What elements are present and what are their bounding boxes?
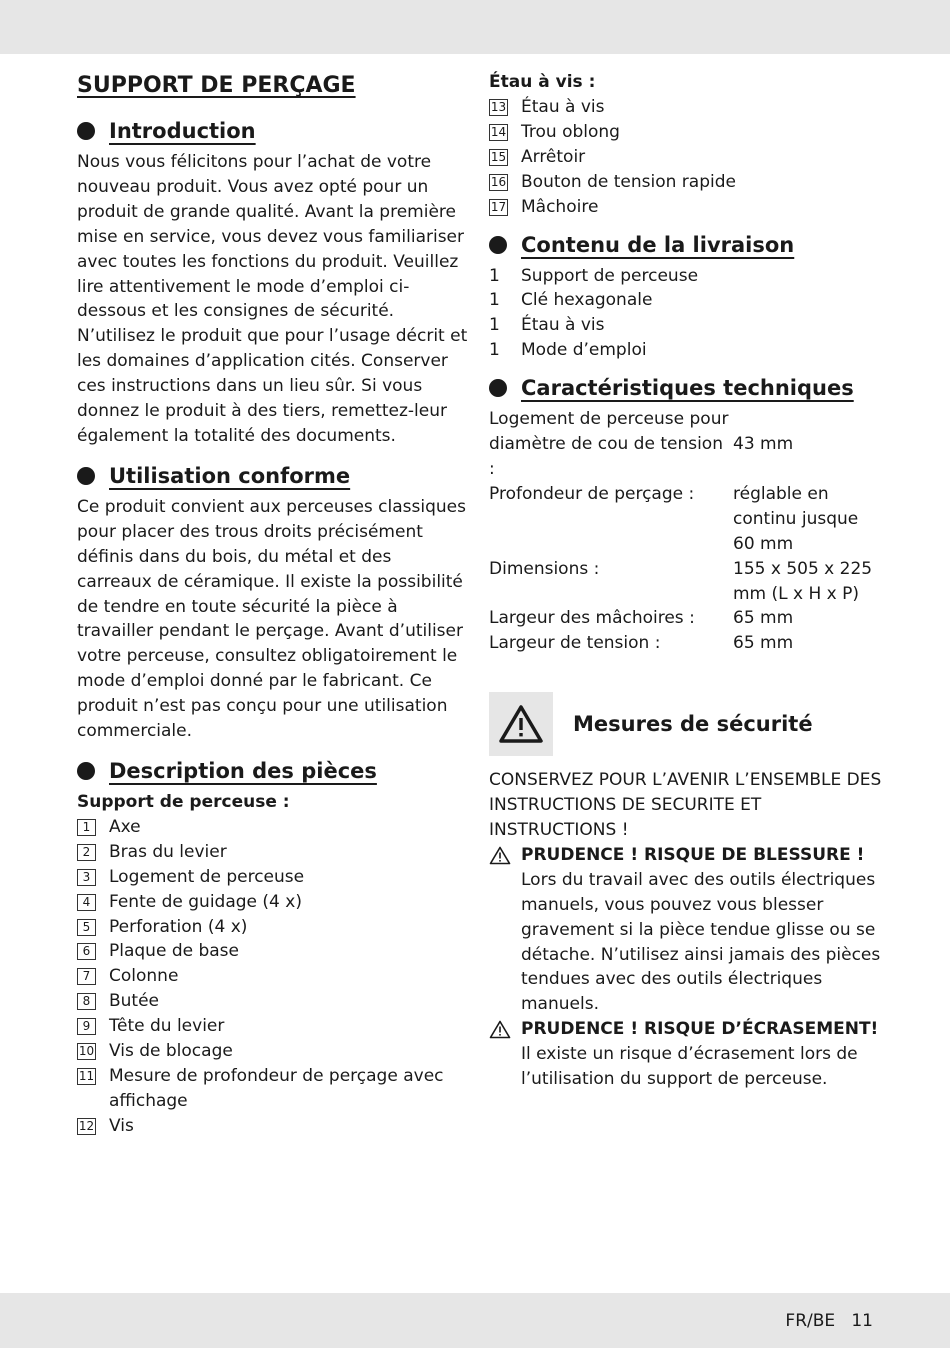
part-label: Colonne (109, 966, 179, 987)
section-title: Description des pièces (109, 758, 377, 783)
item-label: Étau à vis (521, 315, 605, 336)
page-number: FR/BE 11 (785, 1311, 873, 1331)
table-row (489, 407, 883, 482)
quantity: 1 (489, 315, 500, 336)
part-number: 16 (490, 174, 507, 189)
table-row (489, 606, 883, 631)
list-item (489, 313, 889, 338)
list-item (489, 288, 889, 313)
section-heading-introduction (77, 112, 469, 150)
support-parts-list (77, 815, 469, 1139)
part-number: 2 (77, 844, 96, 861)
caution-block (489, 843, 889, 1017)
part-label: Étau à vis (521, 97, 605, 117)
warning-triangle-icon (489, 692, 553, 756)
list-item (77, 1014, 469, 1039)
part-number: 1 (77, 819, 96, 836)
safety-title: Mesures de sécurité (573, 712, 813, 737)
part-number: 9 (77, 1018, 96, 1035)
part-label: Tête du levier (109, 1016, 225, 1037)
list-item (77, 890, 469, 915)
vise-parts-list (489, 95, 889, 220)
list-item (489, 120, 889, 145)
item-label: Support de perceuse (521, 265, 699, 286)
item-label: Mode d’emploi (521, 340, 647, 361)
list-item (77, 840, 469, 865)
keep-instructions-text: CONSERVEZ POUR L’AVENIR L’ENSEMBLE DES INSTRUCTIONS DE SECURITE ET INSTRUCTIONS ! (489, 770, 882, 841)
top-band (0, 0, 950, 54)
list-item (77, 815, 469, 840)
spec-label: Logement de perceuse pour diamètre de cou de tension : (489, 409, 729, 479)
spec-value: réglable en continu jusque 60 mm (733, 483, 859, 554)
spec-label: Dimensions : (489, 558, 600, 579)
warning-triangle-icon (489, 843, 521, 1017)
part-label: Arrêtoir (521, 146, 586, 167)
table-row (489, 557, 883, 607)
list-item (489, 145, 889, 170)
list-item (77, 865, 469, 890)
part-label: Logement de perceuse (109, 866, 305, 887)
part-label: Bouton de tension rapide (521, 171, 736, 192)
part-number: 10 (78, 1044, 95, 1059)
part-label: Perforation (4 x) (109, 916, 248, 937)
part-number: 6 (77, 943, 96, 960)
spec-value: 65 mm (733, 608, 794, 629)
part-number: 15 (490, 149, 507, 164)
bullet-icon (489, 379, 507, 397)
item-label: Clé hexagonale (521, 290, 653, 311)
part-label: Axe (109, 816, 141, 837)
part-number: 7 (77, 968, 96, 985)
list-item (489, 195, 889, 220)
part-label: Butée (109, 991, 160, 1012)
part-number: 14 (490, 124, 507, 139)
bullet-icon (489, 236, 507, 254)
table-row (489, 482, 883, 557)
support-heading: Support de perceuse : (77, 791, 290, 812)
bullet-icon (77, 122, 95, 140)
part-label: Mesure de profondeur de perçage avec affichage (109, 1066, 444, 1111)
section-title: Contenu de la livraison (521, 232, 795, 257)
right-column (489, 70, 889, 1092)
list-item (77, 939, 469, 964)
caution-text: Il existe un risque d’écrasement lors de l’utilisation du support de perceuse. (521, 1044, 858, 1090)
quantity: 1 (489, 265, 500, 286)
spec-value: 155 x 505 x 225 mm (L x H x P) (733, 558, 873, 604)
part-label: Trou oblong (521, 121, 620, 142)
page-title: SUPPORT DE PERÇAGE (77, 73, 356, 98)
spec-label: Largeur des mâchoires : (489, 608, 695, 629)
part-label: Vis (109, 1115, 134, 1136)
caution-block (489, 1017, 889, 1092)
list-item (77, 989, 469, 1014)
part-label: Fente de guidage (4 x) (109, 891, 302, 912)
part-number: 5 (77, 919, 96, 936)
spec-label: Profondeur de perçage : (489, 483, 695, 504)
list-item (489, 264, 889, 289)
usage-text: Ce produit convient aux perceuses classiques pour placer des trous droits précisément définis dans du bois, du métal et des carreaux de céramique. Il existe la possibilité de tendre en toute sécurité la pièce à travailler pendant le perçage. Avant d’utiliser votre perceuse, consultez obligatoirement le mode d’emploi donné par le fabricant. Ce produit n’est pas conçu pour une utilisation commerciale. (77, 496, 466, 742)
left-column (77, 70, 469, 1139)
section-heading-parts (77, 752, 469, 790)
section-heading-tech (489, 369, 889, 407)
part-label: Bras du levier (109, 841, 227, 862)
part-number: 12 (78, 1118, 95, 1133)
list-item (77, 915, 469, 940)
part-number: 13 (490, 100, 507, 114)
part-label: Plaque de base (109, 941, 239, 962)
section-title: Introduction (109, 119, 256, 143)
tech-specs-table (489, 407, 883, 656)
section-title: Caractéristiques techniques (521, 376, 854, 401)
spec-label: Largeur de tension : (489, 633, 661, 654)
warning-triangle-icon (489, 1017, 521, 1092)
caution-heading: PRUDENCE ! RISQUE D’ÉCRASEMENT! (521, 1019, 879, 1040)
part-label: Mâchoire (521, 196, 599, 217)
list-item (77, 1114, 469, 1139)
section-title: Utilisation conforme (109, 463, 351, 488)
list-item (489, 95, 889, 120)
safety-heading (489, 692, 889, 756)
vise-heading: Étau à vis : (489, 72, 596, 92)
part-number: 11 (78, 1069, 95, 1083)
section-heading-delivery (489, 226, 889, 264)
delivery-list (489, 264, 889, 364)
quantity: 1 (489, 340, 500, 361)
part-number: 3 (77, 869, 96, 886)
part-label: Vis de blocage (109, 1041, 233, 1062)
bullet-icon (77, 762, 95, 780)
spec-value: 43 mm (733, 434, 794, 455)
part-number: 4 (77, 894, 96, 911)
part-number: 8 (77, 993, 96, 1010)
quantity: 1 (489, 290, 500, 311)
list-item (77, 1039, 469, 1064)
list-item (489, 338, 889, 363)
table-row (489, 631, 883, 656)
spec-value: 65 mm (733, 633, 794, 654)
part-number: 17 (490, 199, 507, 214)
list-item (77, 1064, 469, 1114)
bullet-icon (77, 467, 95, 485)
introduction-text: Nous vous félicitons pour l’achat de votre nouveau produit. Vous avez opté pour un produit de grande qualité. Avant la première mise en service, vous devez vous familiariser avec toutes les fonctions du produit. Veuillez lire attentivement le mode d’emploi ci-dessous et les consignes de sécurité. N’utilisez le produit que pour l’usage décrit et les domaines d’application cités. Conserver ces instructions dans un lieu sûr. Si vous donnez le produit à des tiers, remettez-leur également la totalité des documents. (77, 152, 468, 446)
caution-text: Lors du travail avec des outils électriques manuels, vous pouvez vous blesser gravement si la pièce tendue glisse ou se détache. N’utilisez ainsi jamais des pièces tendues avec des outils électriques manuels. (521, 869, 881, 1015)
section-heading-usage (77, 457, 469, 495)
caution-heading: PRUDENCE ! RISQUE DE BLESSURE ! (521, 844, 865, 865)
list-item (489, 170, 889, 195)
list-item (77, 964, 469, 989)
